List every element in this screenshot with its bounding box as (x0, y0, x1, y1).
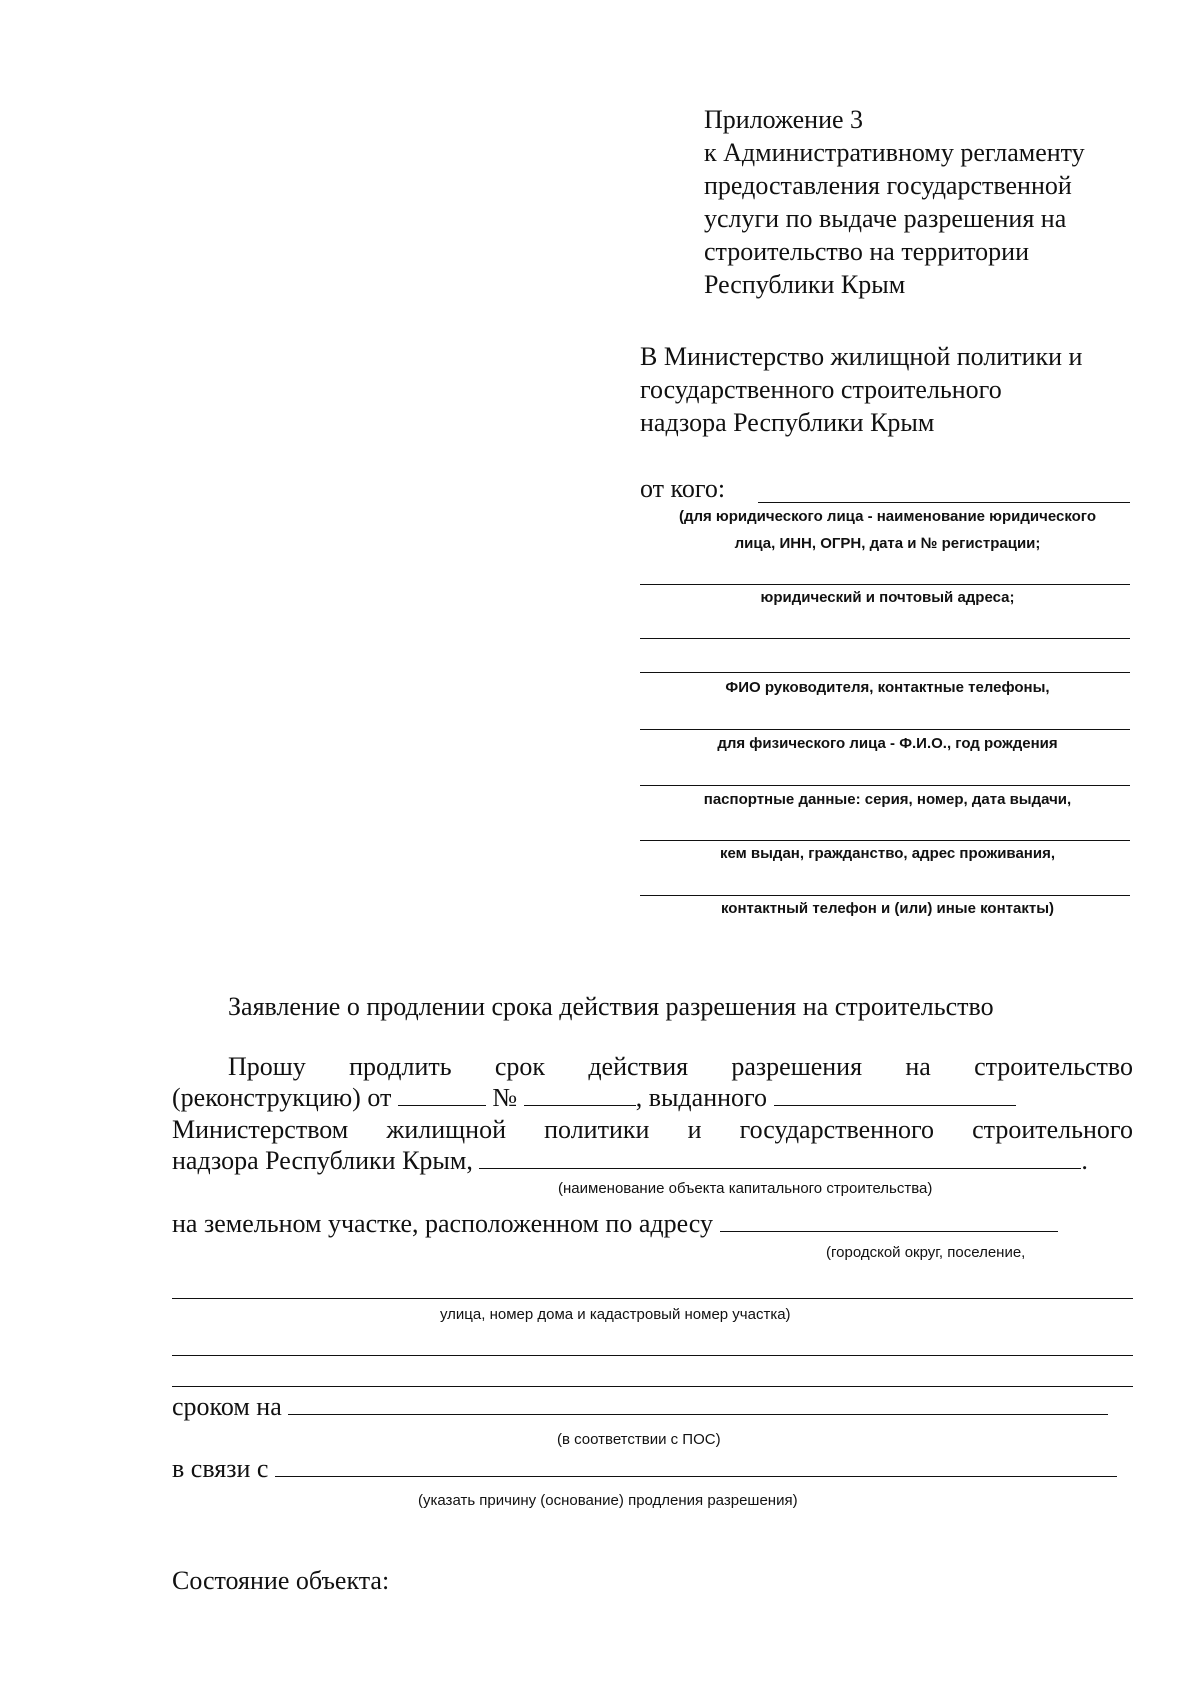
addressee-line: надзора Республики Крым (640, 408, 935, 437)
object-name-field[interactable] (479, 1148, 1081, 1169)
issued-date-field[interactable] (774, 1085, 1016, 1106)
request-line-3 (172, 1115, 1133, 1145)
address-field-2[interactable] (172, 1298, 1133, 1299)
object-name-hint: (наименование объекта капитального строительства) (558, 1180, 933, 1197)
request-word: строительного (972, 1115, 1133, 1144)
object-state-label: Состояние объекта: (172, 1566, 390, 1595)
annex-line: строительство на территории (704, 237, 1029, 266)
number-sign: № (492, 1083, 518, 1112)
annex-line: к Административному регламенту (704, 138, 1085, 167)
supervision-label: надзора Республики Крым, (172, 1146, 473, 1175)
annex-line: Приложение 3 (704, 105, 864, 134)
from-field[interactable] (640, 584, 1130, 585)
from-hint: (для юридического лица - наименование юридического (678, 508, 1097, 525)
request-word: разрешения (731, 1052, 863, 1081)
from-hint: ФИО руководителя, контактные телефоны, (725, 679, 1050, 696)
land-line (172, 1209, 1058, 1239)
address-hint-2: улица, номер дома и кадастровый номер участка) (440, 1306, 791, 1323)
request-word: на (905, 1052, 931, 1081)
reason-label: в связи с (172, 1454, 269, 1483)
from-label: от кого: (640, 474, 726, 503)
request-word: Прошу (228, 1052, 306, 1081)
annex-line: услуги по выдаче разрешения на (704, 204, 1067, 233)
term-label: сроком на (172, 1392, 282, 1421)
request-word: действия (588, 1052, 689, 1081)
reconstruction-from-label: (реконструкцию) от (172, 1083, 392, 1112)
reason-line (172, 1454, 1117, 1484)
annex-block (704, 103, 1085, 301)
address-hint-1: (городской округ, поселение, (826, 1244, 1026, 1261)
addressee-block (640, 340, 1082, 439)
permit-number-field[interactable] (524, 1085, 636, 1106)
term-line (172, 1392, 1108, 1422)
request-word: жилищной (386, 1115, 507, 1144)
request-word: и (687, 1115, 702, 1144)
from-field[interactable] (640, 785, 1130, 786)
term-field[interactable] (288, 1394, 1108, 1415)
annex-line: Республики Крым (704, 270, 906, 299)
issued-label: , выданного (635, 1083, 768, 1112)
request-word: Министерством (172, 1115, 349, 1144)
term-hint: (в соответствии с ПОС) (557, 1431, 721, 1448)
request-word: строительство (974, 1052, 1133, 1081)
from-hint: паспортные данные: серия, номер, дата выдачи, (703, 791, 1072, 808)
from-hint: лица, ИНН, ОГРН, дата и № регистрации; (734, 535, 1041, 552)
request-line-4 (172, 1146, 1088, 1176)
address-field-3[interactable] (172, 1355, 1133, 1356)
addressee-line: В Министерство жилищной политики и (640, 342, 1083, 371)
period-mark: . (1081, 1146, 1088, 1175)
application-title: Заявление о продлении срока действия разрешения на строительство (228, 992, 994, 1021)
land-label: на земельном участке, расположенном по адресу (172, 1209, 713, 1238)
annex-line: предоставления государственной (704, 171, 1072, 200)
address-field-4[interactable] (172, 1386, 1133, 1387)
addressee-line: государственного строительного (640, 375, 1002, 404)
reason-hint: (указать причину (основание) продления разрешения) (418, 1492, 798, 1509)
permit-date-field[interactable] (398, 1085, 486, 1106)
address-field[interactable] (720, 1211, 1058, 1232)
from-field[interactable] (640, 672, 1130, 673)
from-field[interactable] (758, 502, 1130, 503)
request-word: политики (544, 1115, 650, 1144)
from-field[interactable] (640, 638, 1130, 639)
request-line-1 (228, 1052, 1133, 1082)
request-word: продлить (349, 1052, 452, 1081)
from-field[interactable] (640, 840, 1130, 841)
request-line-2 (172, 1083, 1016, 1113)
from-field[interactable] (640, 895, 1130, 896)
request-word: срок (494, 1052, 546, 1081)
from-field[interactable] (640, 729, 1130, 730)
reason-field[interactable] (275, 1456, 1117, 1477)
from-hint: юридический и почтовый адреса; (760, 589, 1015, 606)
from-hint: кем выдан, гражданство, адрес проживания, (719, 845, 1056, 862)
from-hint: контактный телефон и (или) иные контакты) (720, 900, 1054, 917)
from-hint: для физического лица - Ф.И.О., год рождения (717, 735, 1058, 752)
request-word: государственного (739, 1115, 935, 1144)
